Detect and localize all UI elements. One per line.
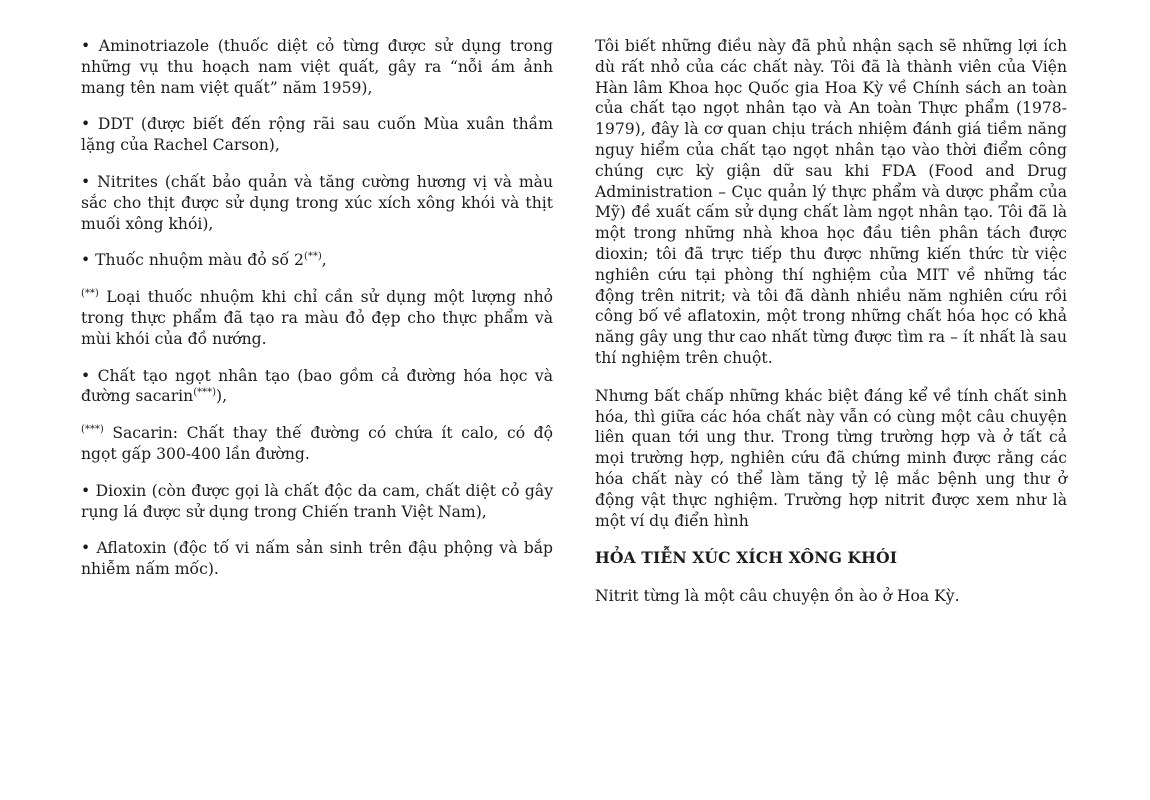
list-item-text: • Dioxin (còn được gọi là chất độc da cam, chất diệt cỏ gây rụng lá được sử dụng trong Chiến tranh Việt Nam),	[81, 481, 553, 521]
list-item-ddt	[81, 114, 553, 156]
list-item-nitrites	[81, 172, 553, 234]
footnote-text: Loại thuốc nhuộm khi chỉ cần sử dụng một lượng nhỏ trong thực phẩm đã tạo ra màu đỏ đẹp cho thực phẩm và mùi khói của đồ nướng.	[81, 288, 553, 348]
list-item-dioxin	[81, 481, 553, 523]
list-item-text: • Aflatoxin (độc tố vi nấm sản sinh trên đậu phộng và bắp nhiễm nấm mốc).	[81, 539, 553, 579]
section-heading: HỎA TIỄN XÚC XÍCH XÔNG KHÓI	[595, 548, 898, 568]
list-item-sweeteners	[81, 366, 553, 408]
body-paragraph: Nitrit từng là một câu chuyện ồn ào ở Hoa Kỳ.	[595, 587, 960, 606]
list-item-text: • Aminotriazole (thuốc diệt cỏ từng được sử dụng trong những vụ thu hoạch nam việt quất, gây ra “nỗi ám ảnh mang tên nam việt quất” năm 1959),	[81, 37, 553, 97]
list-item-text: • DDT (được biết đến rộng rãi sau cuốn Mùa xuân thầm lặng của Rachel Carson),	[81, 115, 553, 155]
list-item-text: • Thuốc nhuộm màu đỏ số 2	[81, 251, 304, 270]
footnote-red-dye	[81, 287, 553, 349]
body-paragraph: Nhưng bất chấp những khác biệt đáng kể về tính chất sinh hóa, thì giữa các hóa chất này vẫn có cùng một câu chuyện liên quan tới ung thư. Trong từng trường hợp và ở tất cả mọi trường hợp, nghiên cứu đã chứng minh được rằng các hóa chất này có thể làm tăng tỷ lệ mắc bệnh ung thư ở động vật thực nghiệm. Trường hợp nitrit được xem như là một ví dụ điển hình	[595, 386, 1067, 530]
list-item-aminotriazole	[81, 36, 553, 98]
list-item-aflatoxin	[81, 538, 553, 580]
right-column	[595, 36, 1067, 607]
footnote-mark: (**)	[81, 288, 99, 300]
list-item-tail: ,	[321, 251, 327, 270]
body-paragraph: Tôi biết những điều này đã phủ nhận sạch sẽ những lợi ích dù rất nhỏ của các chất này. Tôi đã là thành viên của Viện Hàn lâm Khoa học Quốc gia Hoa Kỳ về Chính sách an toàn của chất tạo ngọt nhân tạo và An toàn Thực phẩm (1978-1979), đây là cơ quan chịu trách nhiệm đánh giá tiềm năng nguy hiểm của chất tạo ngọt nhân tạo vào thời điểm công chúng cực kỳ giận dữ sau khi FDA (Food and Drug Administration – Cục quản lý thực phẩm và dược phẩm của Mỹ) đề xuất cấm sử dụng chất làm ngọt nhân tạo. Tôi đã là một trong những nhà khoa học đầu tiên phân tách được dioxin; tôi đã trực tiếp thu được những kiến thức từ việc nghiên cứu tại phòng thí nghiệm của MIT về những tác động trên nitrit; và tôi đã dành nhiều năm nghiên cứu rồi công bố về aflatoxin, một trong những chất hóa học có khả năng gây ung thư cao nhất từng được tìm ra – ít nhất là sau thí nghiệm trên chuột.	[595, 37, 1067, 367]
list-item-text: • Chất tạo ngọt nhân tạo (bao gồm cả đường hóa học và đường sacarin	[81, 366, 553, 406]
list-item-red-dye-2	[81, 250, 553, 271]
footnote-reference: (***)	[193, 387, 217, 399]
footnote-reference: (**)	[303, 251, 322, 263]
list-item-text: • Nitrites (chất bảo quản và tăng cường hương vị và màu sắc cho thịt được sử dụng trong xúc xích xông khói và thịt muối xông khói),	[81, 172, 553, 233]
list-item-tail: ),	[216, 387, 228, 406]
footnote-text: Sacarin: Chất thay thế đường có chứa ít calo, có độ ngọt gấp 300-400 lần đường.	[81, 424, 553, 463]
footnote-saccharin	[81, 423, 553, 465]
left-column	[81, 36, 553, 580]
footnote-mark: (***)	[81, 424, 104, 436]
